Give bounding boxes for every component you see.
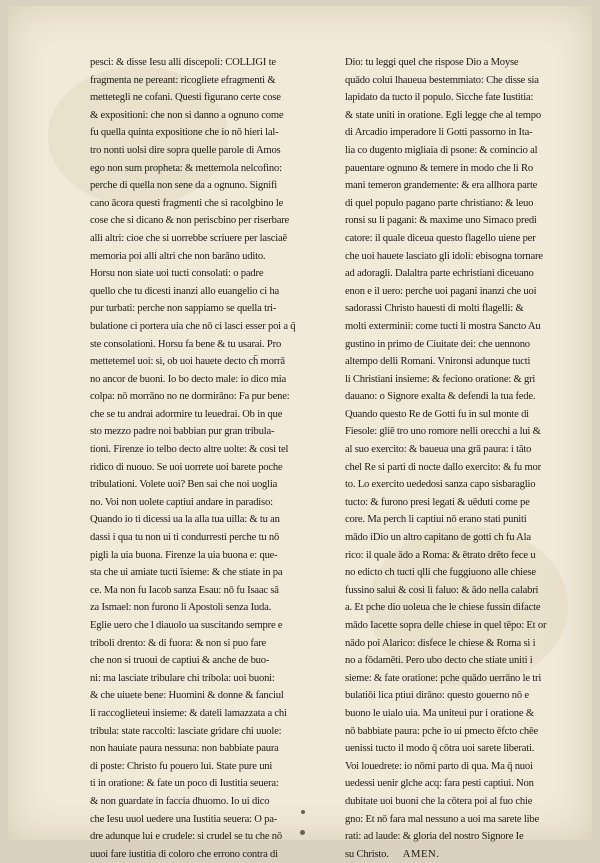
text-line: ti in oratione: & fate un poco di Iustitia seuera: — [90, 778, 279, 790]
text-line: li raccoglieteui insieme: & dateli lamazzata a chi — [90, 707, 287, 719]
text-line: sto mezzo padre noi babbian pur gran tribula- — [90, 426, 275, 438]
text-line: molti exterminii: come tucti li mostra Sancto Au — [345, 320, 541, 332]
text-line: tucto: & furono presi legati & uēduti come pe — [345, 496, 530, 508]
text-line: di Arcadio imperadore li Gotti passorno in Ita- — [345, 127, 533, 139]
text-line: buono le uialo uia. Ma uniteui pur i oratione & — [345, 707, 534, 719]
text-line: lapidato da tucto il populo. Sicche fate Iustitia: — [345, 92, 534, 104]
text-line: lia co dugento migliaia di psone: & comincio al — [345, 144, 538, 156]
text-line: ni: ma lasciate tribulare chi tribola: uoi buoni: — [90, 672, 275, 684]
text-line: fragmenta ne pereant: ricogliete efragmenti & — [90, 74, 276, 86]
text-line: gustino in primo de Ciuitate dei: che uennono — [345, 338, 530, 350]
text-line: pur turbati: perche non sappiamo se quella tri- — [90, 303, 277, 315]
text-line: mādo iDio un altro capitano de gotti ch fu Ala — [345, 532, 531, 544]
text-line: Horsu non siate uoi tucti consolati: o padre — [90, 268, 264, 280]
text-line: & che uiuete bene: Huomini & donne & fanciul — [90, 690, 284, 702]
text-line: uuoi fare iustitia di coloro che errono contra di — [90, 848, 278, 860]
text-line: ego non sum propheta: & mettemola nelcofino: — [90, 162, 282, 174]
text-line: sta che ui amiate tucti īsieme: & che stiate in pa — [90, 567, 283, 579]
text-line: mettetegli ne cofani. Questi figurano certe cose — [90, 92, 281, 104]
text-line: core. Ma perch li captiui nō erano stati puniti — [345, 514, 527, 526]
text-line: li Christiani insieme: & feciono oratione: & gri — [345, 373, 536, 385]
text-line: mādo Iacette sopra delle chiese in quel tēpo: Et or — [345, 620, 547, 631]
text-line: ronsi su li pagani: & maxime uno Simaco predi — [345, 215, 537, 227]
text-line: pauentare ognuno & temere in modo che li Ro — [345, 162, 533, 174]
text-line: & state uniti in oratione. Egli legge che al tempo — [345, 109, 541, 121]
left-text-column — [90, 54, 336, 863]
text-line: di poste: Christo fu pouero lui. State pure uni — [90, 760, 273, 772]
text-line: cano ācora questi fragmenti che si racolgbino le — [90, 197, 284, 209]
text-line: memoria poi alli altri che non barāno udito. — [90, 250, 266, 262]
text-line: enon e il uero: perche uoi pagani inanzi che uoi — [345, 285, 537, 297]
text-line: fu quella quinta expositione che io nō hieri lal- — [90, 127, 279, 139]
page-dot-mark — [300, 830, 305, 835]
text-line: no ancor de buoni. Io bo decto male: io dico mia — [90, 373, 287, 385]
text-line: Dio: tu leggi quel che rispose Dio a Moyse — [345, 57, 519, 68]
text-line: za Ismael: non furono li Apostoli senza Iuda. — [90, 602, 272, 614]
text-line: a. Et pche dio uoleua che le chiese fussin difacte — [345, 602, 541, 614]
text-line: sieme: & fate oratione: pche quādo uerrāno le tri — [345, 672, 542, 684]
text-line: Quando questo Re de Gotti fu in sul monte di — [345, 408, 529, 420]
text-line: no a fōdamēti. Pero ubo decto che stiate uniti i — [345, 655, 533, 667]
text-line: uenissi tucto il modo q̄ cōtra uoi sarete liberati. — [345, 743, 535, 755]
text-line: tribulationi. Volete uoi? Ben sai che noi uoglia — [90, 479, 278, 491]
text-line: gno: Et nō fara mal nessuno a uoi ma sarete libe — [345, 813, 539, 825]
text-line: ce. Ma non fu Iacob sanza Esau: nō fu Isaac sā — [90, 584, 279, 596]
text-line: che Iesu uuol uedere una Iustitia seuera: O pa- — [90, 813, 278, 825]
text-line: Quando io ti dicessi ua la alla tua uilla: & tu an — [90, 514, 280, 526]
text-line: dre adunque lui e crudele: si crudel se tu che nō — [90, 831, 282, 843]
text-line: quello che tu dicesti inanzi allo euangelio ci ha — [90, 285, 280, 297]
text-line: tro nonti uolsi dire sopra quelle parole di Amos — [90, 144, 281, 156]
text-line: dassi i qua tu non ui ti condurresti perche tu nō — [90, 532, 280, 544]
text-line: che uoi hauete lasciato gli idoli: ebisognа tornare — [345, 250, 543, 262]
text-line: fussino salui & cosi li faluo: & ādo nella calabri — [345, 584, 539, 596]
text-line: non hauiate paura nessuna: non babbiate paura — [90, 743, 279, 755]
text-line: ridico di nuouo. Se uoi uorrete uoi barete poche — [90, 461, 283, 473]
text-line: bulatiōi lica ptiui dirāno: questo gouerno nō e — [345, 690, 529, 702]
text-line: ste consolationi. Horsu fa bene & tu usarai. Pro — [90, 338, 282, 350]
text-line: mettetemel uoi: si, ob uoi hauete decto ch̄ morrā — [90, 356, 285, 368]
text-line: triboli drento: & di fuora: & non si puo fare — [90, 637, 267, 649]
closing-word: AMEN. — [402, 848, 440, 860]
text-line: nādo poi Alarico: disfece le chiese & Roma si i — [345, 637, 536, 649]
text-line: che se tu andrai adormire tu leuedrai. Ob in que — [90, 408, 283, 420]
text-line: nō babbiate paura: pche io ui pmecto ēfcto chēe — [345, 725, 538, 737]
text-line: al suo exercito: & baueua una grā paura: i tāto — [345, 444, 532, 456]
text-line: dauano: o Signore exalta & defendi la tua fede. — [345, 391, 536, 403]
text-line: no. Voi non uolete captiui andare in paradiso: — [90, 496, 273, 508]
text-line: Eglie uero che l diauolo ua suscitando sempre e — [90, 620, 283, 631]
right-text-column — [345, 54, 591, 863]
text-line: Voi louedrete: io nōmi parto di qua. Ma q̄ nuoi — [345, 760, 533, 772]
text-line: quādo colui lhaueua bestemmiato: Che disse sia — [345, 74, 539, 86]
text-line: alli altri: cioe che si uorrebbe scriuere per lasciaē — [90, 232, 288, 244]
text-line: Fiesole: gliē tro uno romore nelli orecchi a lui & — [345, 426, 541, 438]
text-line: perche di quella non sene da a ognuno. Signifi — [90, 180, 278, 192]
text-line: chel Re si parti di nocte dallo exercito: & fu mor — [345, 461, 541, 473]
text-line: sadorassi Christo hauesti di molti flagelli: & — [345, 303, 524, 315]
text-line: altempo delli Romani. Vnironsi adunque tucti — [345, 356, 531, 368]
text-line: che non si truoui de captiui & anche de buo- — [90, 655, 270, 667]
text-line: no edicto ch tucti qlli che fuggiuono alle chiese — [345, 567, 536, 579]
text-line: bulatione ci portera uia che nō ci lasci esser poi a q̄ — [90, 320, 296, 332]
text-line: & expositioni: che non si danno a ognuno come — [90, 109, 284, 121]
text-line: pesci: & disse Iesu alli discepoli: COLLIGI te — [90, 57, 276, 68]
text-line: mani temeron grandemente: & era allhora parte — [345, 180, 538, 192]
text-line: dubitate uoi buoni che la cōtera poi al fuo chie — [345, 795, 533, 807]
text-line: to. Lo exercito uededosi sanza capo sisbaraglio — [345, 479, 536, 491]
text-line: catore: il quale diceua questo flagello uiene per — [345, 232, 536, 244]
text-line: rico: il quale ādo a Roma: & ētrato drēto fece u — [345, 549, 536, 561]
book-page — [8, 6, 592, 860]
text-line: colpa: nō morrāno no ne dormirāno: Fa pur bene: — [90, 391, 290, 403]
text-line: uedessi uenir glche acq: fara pesti captiui. Non — [345, 778, 534, 790]
text-line: tioni. Firenze io telbo decto altre uolte: & cosi tel — [90, 444, 289, 456]
text-line: cose che si dicano & non periscbino per riserbare — [90, 215, 290, 227]
text-line: tribula: state raccolti: lasciate gridare chi uuole: — [90, 725, 282, 737]
text-line: & non guardate in faccia dhuomo. Io ui dico — [90, 795, 270, 807]
text-line: pigli la uia buona. Firenze la uia buona e: que- — [90, 549, 278, 561]
text-line: di quel populo pagano parte christiano: & leuo — [345, 197, 534, 209]
page-dot-mark — [301, 810, 305, 814]
text-line: rati: ad laude: & gloria del nostro Signore Ie — [345, 831, 524, 843]
text-line: ad adoragli. Dalaltra parte echristiani diceuano — [345, 268, 534, 280]
text-line: su Christo. AMEN. — [345, 848, 440, 860]
